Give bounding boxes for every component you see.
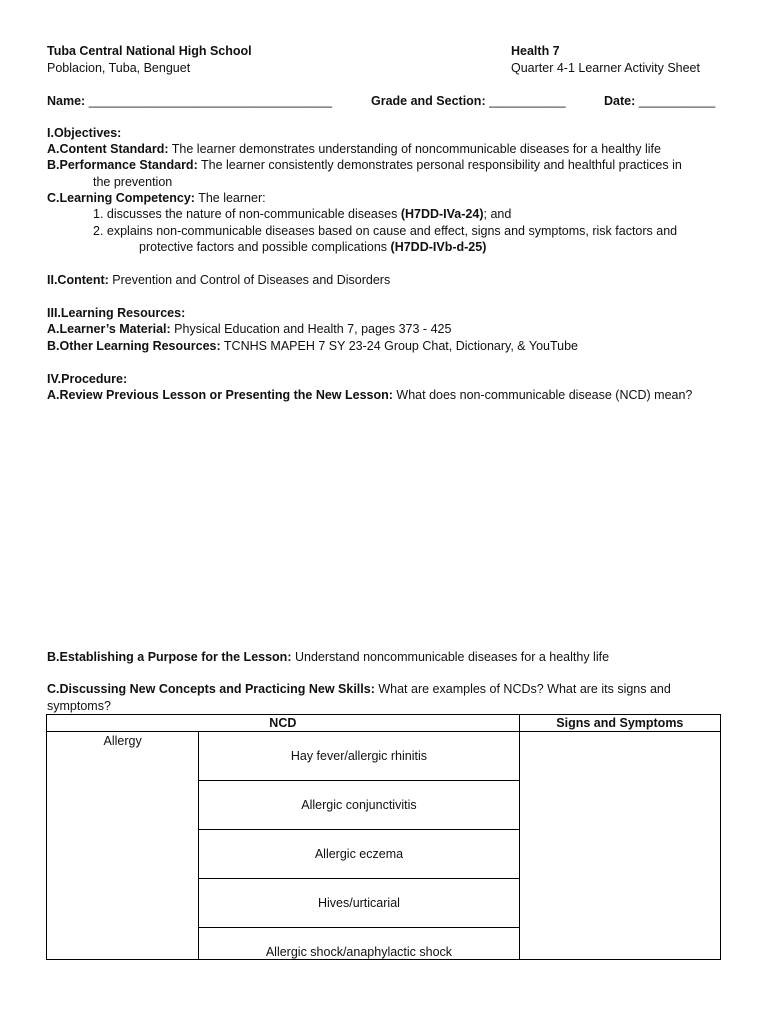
procedure-c: C.Discussing New Concepts and Practicing New Skills: What are examples of NCDs? What are its signs and (47, 682, 671, 696)
procedure-a: A.Review Previous Lesson or Presenting the New Lesson: What does non-communicable disease (NCD) mean? (47, 388, 693, 402)
grade-section-field[interactable] (371, 94, 566, 108)
learning-competency: C.Learning Competency: The learner: (47, 191, 266, 205)
procedure-c-cont: symptoms? (47, 699, 111, 713)
content-standard: A.Content Standard: The learner demonstrates understanding of noncommunicable diseases for a healthy life (47, 142, 661, 156)
signs-answer-cell[interactable] (519, 732, 720, 960)
sheet-title: Quarter 4-1 Learner Activity Sheet (511, 61, 700, 75)
ncd-table (46, 714, 721, 960)
date-label: Date: (604, 94, 636, 108)
procedure-heading: IV.Procedure: (47, 372, 128, 386)
name-field[interactable] (47, 94, 332, 108)
ncd-item: Allergic shock/anaphylactic shock (199, 928, 519, 960)
grade-blank[interactable]: ___________ (489, 94, 566, 108)
competency-item-2: 2. explains non-communicable diseases based on cause and effect, signs and symptoms, risk factors and (93, 224, 678, 238)
ncd-column-header: NCD (47, 715, 520, 732)
performance-standard-cont: the prevention (93, 175, 173, 189)
name-label: Name: (47, 94, 86, 108)
school-address: Poblacion, Tuba, Benguet (47, 61, 191, 75)
resources-heading: III.Learning Resources: (47, 306, 186, 320)
name-blank[interactable]: ___________________________________ (88, 94, 333, 108)
school-name: Tuba Central National High School (47, 44, 252, 58)
ncd-item: Allergic conjunctivitis (199, 781, 519, 830)
competency-item-1: 1. discusses the nature of non-communicable diseases (H7DD-IVa-24); and (93, 207, 512, 221)
date-field[interactable] (604, 94, 715, 108)
ncd-item: Hay fever/allergic rhinitis (199, 732, 519, 781)
grade-label: Grade and Section: (371, 94, 486, 108)
other-resources: B.Other Learning Resources: TCNHS MAPEH 7 SY 23-24 Group Chat, Dictionary, & YouTube (47, 339, 579, 353)
ncd-item: Allergic eczema (199, 830, 519, 879)
category-allergy: Allergy (47, 732, 199, 960)
performance-standard: B.Performance Standard: The learner consistently demonstrates personal responsibility and healthful practices in (47, 158, 682, 172)
procedure-b: B.Establishing a Purpose for the Lesson: Understand noncommunicable diseases for a healthy life (47, 650, 610, 664)
ncd-item: Hives/urticarial (199, 879, 519, 928)
date-blank[interactable]: ___________ (638, 94, 716, 108)
table-header-row (47, 715, 721, 732)
subject-title: Health 7 (511, 44, 560, 58)
competency-item-2-cont: protective factors and possible complications (H7DD-IVb-d-25) (139, 240, 487, 254)
objectives-heading: I.Objectives: (47, 126, 122, 140)
signs-column-header: Signs and Symptoms (519, 715, 720, 732)
content-section: II.Content: Prevention and Control of Diseases and Disorders (47, 273, 391, 287)
learners-material: A.Learner’s Material: Physical Education and Health 7, pages 373 - 425 (47, 322, 452, 336)
table-row (47, 732, 721, 781)
